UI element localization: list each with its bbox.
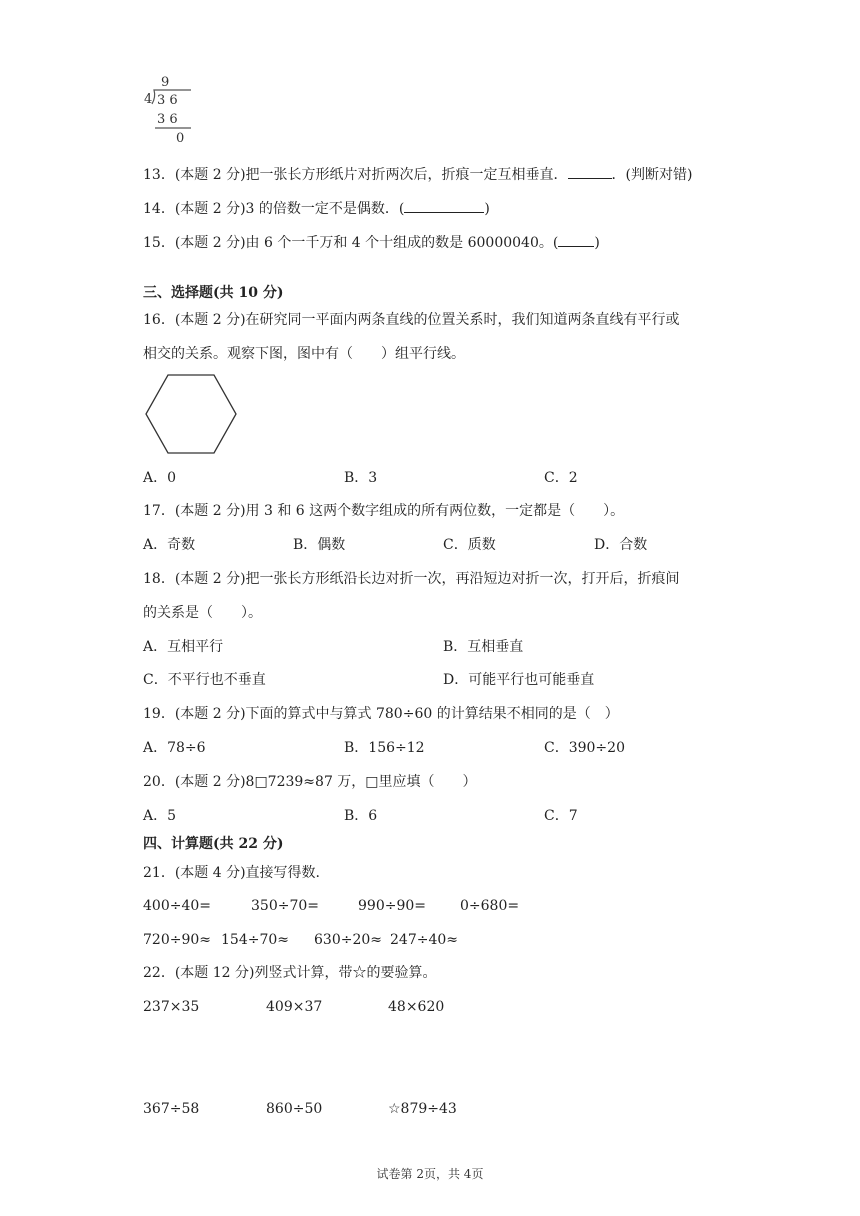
- option-a[interactable]: A．奇数: [143, 537, 196, 553]
- question-16-line-2: 相交的关系。观察下图，图中有（ ）组平行线。: [143, 346, 465, 362]
- question-18-line-1: 18．(本题 2 分)把一张长方形纸沿长边对折一次，再沿短边对折一次，打开后，折痕间: [143, 571, 680, 587]
- option-a[interactable]: A．5: [143, 808, 177, 824]
- option-b[interactable]: B．156÷12: [344, 740, 425, 756]
- option-d[interactable]: D．可能平行也可能垂直: [443, 672, 595, 688]
- question-15: [143, 232, 600, 252]
- calc-item: ☆879÷43: [388, 1101, 457, 1117]
- question-15-text: 15．(本题 2 分)由 6 个一千万和 4 个十组成的数是 60000040。(: [143, 235, 559, 251]
- question-18-line-2: 的关系是（ ）。: [143, 605, 262, 621]
- answer-blank[interactable]: [404, 198, 484, 213]
- question-19: 19．(本题 2 分)下面的算式中与算式 780÷60 的计算结果不相同的是（ ）: [143, 706, 619, 722]
- calc-item: 990÷90=: [358, 898, 426, 914]
- question-21: 21．(本题 4 分)直接写得数.: [143, 865, 320, 881]
- question-13: [143, 164, 692, 184]
- calc-item: 367÷58: [143, 1101, 200, 1117]
- calc-item: 720÷90≈: [143, 932, 211, 948]
- division-remainder: 0: [176, 131, 185, 146]
- question-13-tail: ．(判断对错): [611, 167, 693, 183]
- question-14-text: 14．(本题 2 分)3 的倍数一定不是偶数．(: [143, 201, 405, 217]
- calc-item: 48×620: [388, 999, 445, 1015]
- page-footer: 试卷第 2页，共 4页: [376, 1167, 484, 1181]
- calc-item: 409×37: [266, 999, 323, 1015]
- question-16-line-1: 16．(本题 2 分)在研究同一平面内两条直线的位置关系时，我们知道两条直线有平行或: [143, 312, 680, 328]
- question-22: 22．(本题 12 分)列竖式计算，带☆的要验算。: [143, 965, 437, 981]
- option-c[interactable]: C．不平行也不垂直: [143, 672, 266, 688]
- calc-item: 0÷680=: [460, 898, 520, 914]
- question-14: [143, 198, 490, 218]
- question-17: 17．(本题 2 分)用 3 和 6 这两个数字组成的所有两位数，一定都是（ ）。: [143, 503, 625, 519]
- option-a[interactable]: A．78÷6: [143, 740, 206, 756]
- section-title-calculation: 四、计算题(共 22 分): [143, 836, 284, 852]
- option-c[interactable]: C．7: [544, 808, 578, 824]
- long-division-figure: [143, 74, 198, 146]
- option-b[interactable]: B．偶数: [293, 537, 346, 553]
- division-dividend: 3 6: [157, 93, 178, 108]
- division-divisor: 4: [144, 92, 153, 107]
- question-20: 20．(本题 2 分)8□7239≈87 万，□里应填（ ）: [143, 774, 477, 790]
- option-c[interactable]: C．2: [544, 470, 578, 486]
- option-c[interactable]: C．质数: [443, 537, 496, 553]
- division-product: 3 6: [157, 112, 178, 127]
- option-c[interactable]: C．390÷20: [544, 740, 625, 756]
- answer-blank[interactable]: [558, 232, 594, 247]
- calc-item: 154÷70≈: [221, 932, 289, 948]
- hexagon-shape: [146, 375, 236, 453]
- hexagon-figure: [143, 372, 239, 456]
- calc-item: 860÷50: [266, 1101, 323, 1117]
- option-d[interactable]: D．合数: [594, 537, 648, 553]
- answer-blank[interactable]: [568, 164, 612, 179]
- section-title-choice: 三、选择题(共 10 分): [143, 285, 284, 301]
- question-13-text: 13．(本题 2 分)把一张长方形纸片对折两次后，折痕一定互相垂直．: [143, 167, 568, 183]
- calc-item: 350÷70=: [251, 898, 319, 914]
- calc-item: 630÷20≈: [314, 932, 382, 948]
- question-15-tail: ): [594, 235, 600, 251]
- question-14-tail: ): [484, 201, 490, 217]
- option-b[interactable]: B．互相垂直: [443, 639, 524, 655]
- calc-item: 237×35: [143, 999, 200, 1015]
- division-quotient: 9: [161, 75, 170, 90]
- calc-item: 247÷40≈: [390, 932, 458, 948]
- option-b[interactable]: B．6: [344, 808, 378, 824]
- option-b[interactable]: B．3: [344, 470, 378, 486]
- calc-item: 400÷40=: [143, 898, 211, 914]
- option-a[interactable]: A．互相平行: [143, 639, 224, 655]
- option-a[interactable]: A．0: [143, 470, 177, 486]
